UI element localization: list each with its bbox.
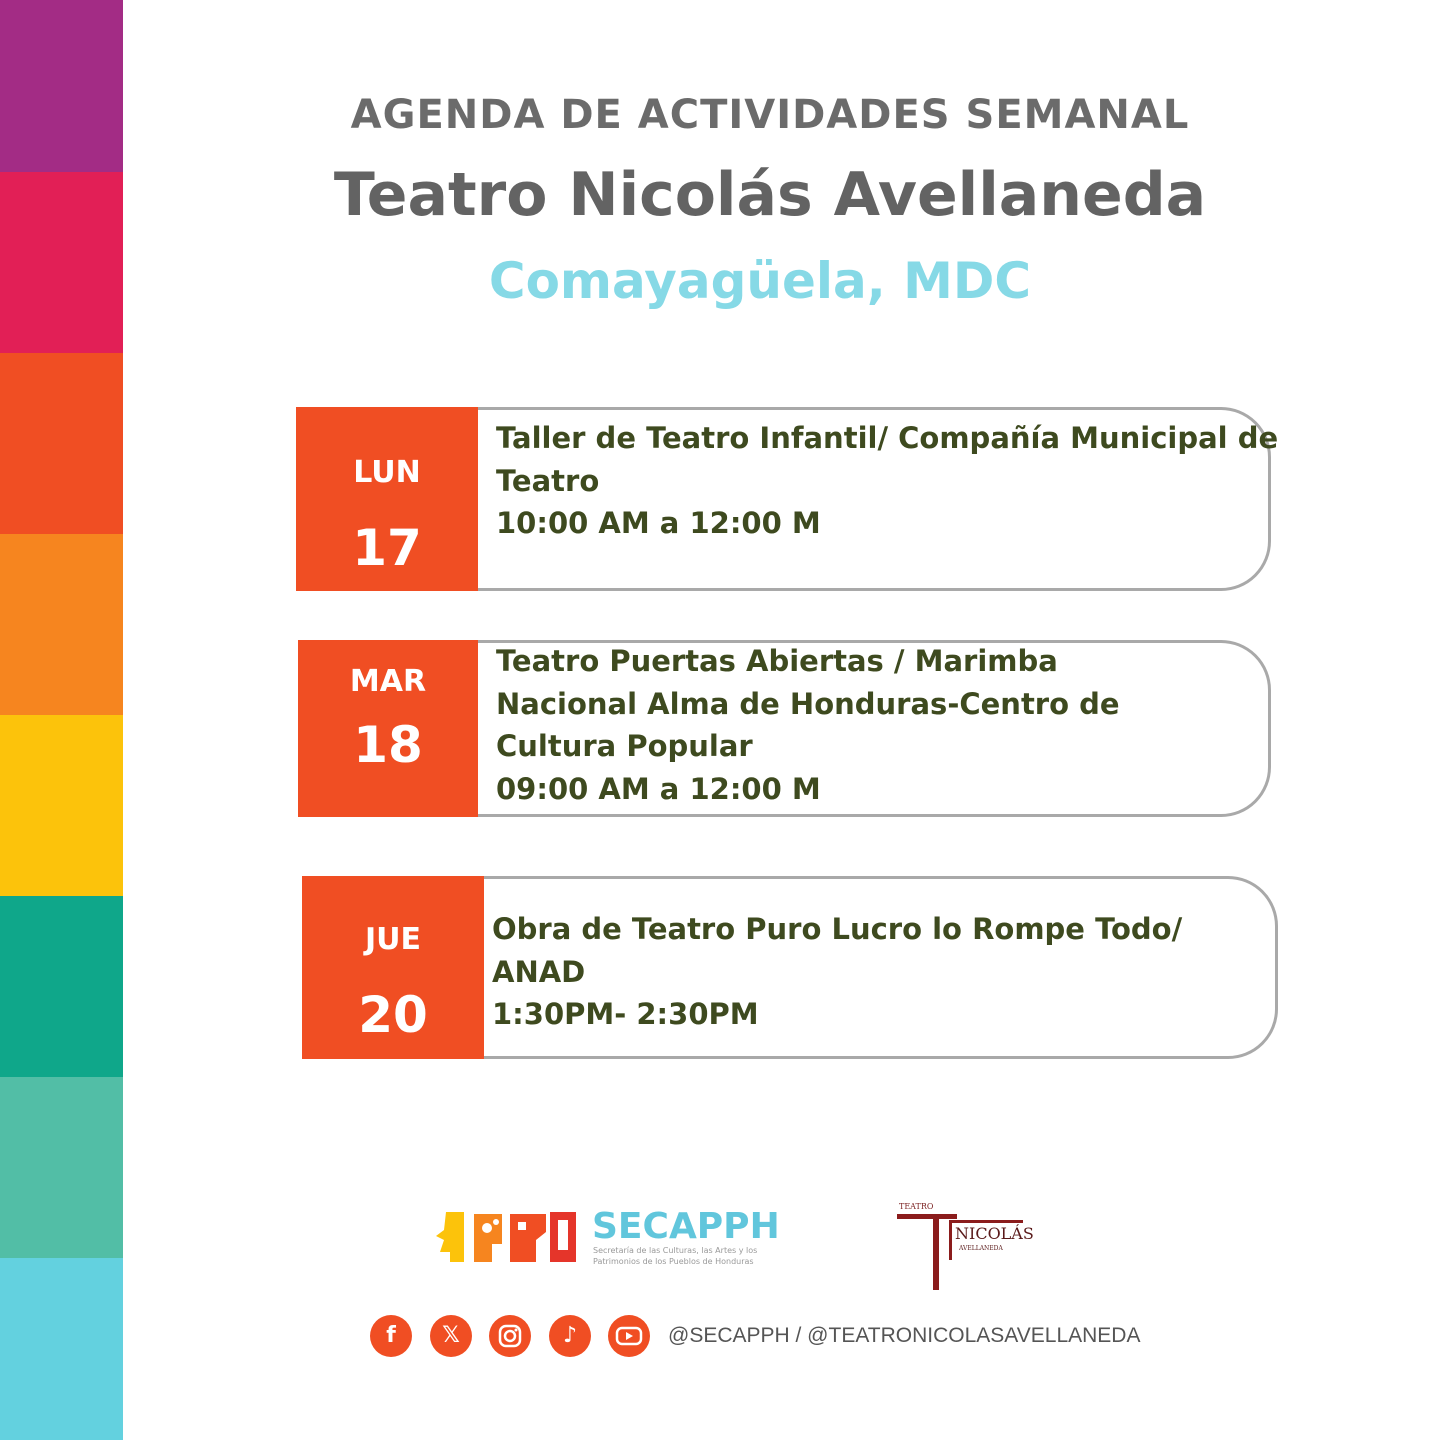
event-card-2	[298, 640, 1271, 817]
date-box	[302, 876, 484, 1059]
x-icon[interactable]: 𝕏	[430, 1315, 472, 1357]
stripe-teal	[0, 1077, 123, 1258]
instagram-glyph	[489, 1315, 531, 1357]
stripe-yellow	[0, 715, 123, 896]
secapph-desc-line: Patrimonios de los Pueblos de Honduras	[593, 1257, 754, 1266]
event-line: Teatro Puertas Abiertas / Marimba	[496, 644, 1058, 678]
event-line: Obra de Teatro Puro Lucro lo Rompe Todo/	[492, 912, 1183, 946]
secapph-description	[593, 1245, 757, 1267]
event-line: ANAD	[492, 955, 586, 989]
date-box	[296, 407, 478, 591]
color-stripes	[0, 0, 123, 1440]
youtube-glyph	[608, 1315, 650, 1357]
city-label: Comayagüela, MDC	[488, 252, 1032, 310]
teatro-logo-small: TEATRO	[899, 1202, 934, 1211]
teatro-logo-sub: AVELLANEDA	[959, 1245, 1003, 1252]
event-card-border	[474, 876, 1278, 1059]
event-day: LUN	[353, 455, 421, 490]
agenda-subtitle: AGENDA DE ACTIVIDADES SEMANAL	[350, 92, 1190, 138]
event-day: MAR	[349, 664, 427, 699]
facebook-icon[interactable]: f	[370, 1315, 412, 1357]
secapph-name: SECAPPH	[592, 1206, 780, 1247]
event-day: JUE	[364, 922, 421, 957]
event-line: Nacional Alma de Honduras-Centro de	[496, 687, 1120, 721]
instagram-icon[interactable]	[489, 1315, 531, 1357]
event-date: 17	[352, 519, 422, 577]
event-line: Cultura Popular	[496, 729, 753, 763]
stripe-purple	[0, 0, 123, 181]
date-box	[298, 640, 478, 817]
event-card-3	[302, 876, 1278, 1059]
event-time: 10:00 AM a 12:00 M	[496, 506, 821, 540]
social-handles: @SECAPPH / @TEATRONICOLASAVELLANEDA	[668, 1324, 1141, 1347]
secapph-desc-line: Secretaría de las Culturas, las Artes y los	[593, 1246, 758, 1255]
event-line: Taller de Teatro Infantil/ Compañía Municipal de	[496, 421, 1279, 455]
stripe-orange	[0, 534, 123, 715]
event-line: Teatro	[496, 464, 600, 498]
stripe-green	[0, 896, 123, 1077]
event-date: 20	[358, 986, 428, 1044]
event-time: 1:30PM- 2:30PM	[492, 997, 759, 1031]
teatro-logo	[897, 1202, 1034, 1292]
stripe-red-orange	[0, 353, 123, 534]
tiktok-icon[interactable]: ♪	[549, 1315, 591, 1357]
stripe-cyan	[0, 1258, 123, 1440]
event-card-1	[296, 407, 1279, 591]
event-date: 18	[353, 716, 423, 774]
secapph-logo-icon	[432, 1208, 582, 1266]
stripe-pink	[0, 172, 123, 353]
page-title: Teatro Nicolás Avellaneda	[333, 160, 1207, 230]
youtube-icon[interactable]	[608, 1315, 650, 1357]
teatro-logo-name: NICOLÁS	[955, 1224, 1034, 1243]
event-time: 09:00 AM a 12:00 M	[496, 772, 821, 806]
